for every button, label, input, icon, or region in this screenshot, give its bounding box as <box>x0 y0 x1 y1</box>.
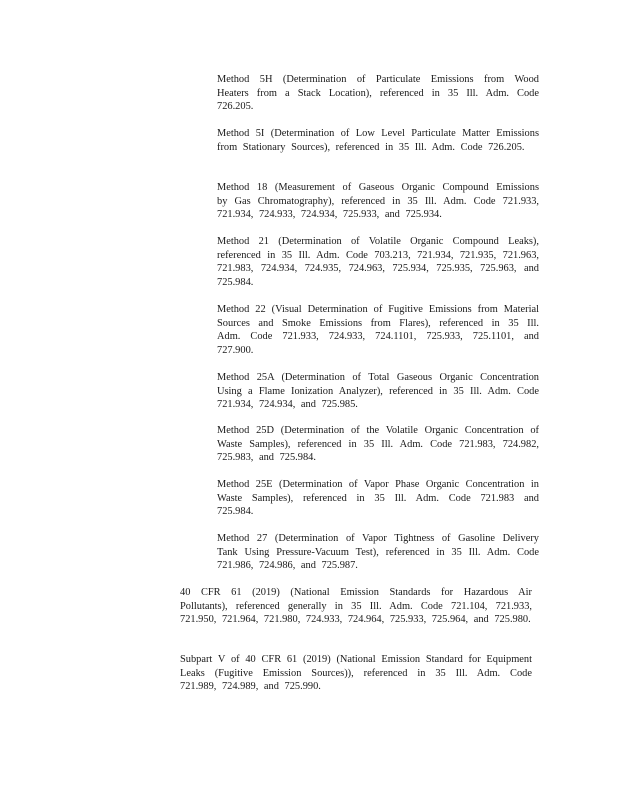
method-5i-entry: Method 5I (Determination of Low Level Particulate Matter Emissions from Stationary Sources), referenced in 35 Ill. Adm. Code 726.205. <box>217 128 539 153</box>
method-25d-entry: Method 25D (Determination of the Volatile Organic Concentration of Waste Samples), referenced in 35 Ill. Adm. Code 721.983, 724.982, 725.983, and 725.984. <box>217 425 539 464</box>
method-21-entry: Method 21 (Determination of Volatile Organic Compound Leaks), referenced in 35 Ill. Adm. Code 703.213, 721.934, 721.935, 721.963, 721.983, 724.934, 724.935, 724.963, 725.934, 725.935, 725.963, and 725.984. <box>217 236 539 288</box>
method-22-entry: Method 22 (Visual Determination of Fugitive Emissions from Material Sources and Smoke Emissions from Flares), referenced in 35 Ill. Adm. Code 721.933, 724.933, 724.1101, 725.933, 725.1101, and 727.900. <box>217 304 539 356</box>
method-25e-entry: Method 25E (Determination of Vapor Phase Organic Concentration in Waste Samples), referenced in 35 Ill. Adm. Code 721.983 and 725.984. <box>217 479 539 518</box>
method-18-entry: Method 18 (Measurement of Gaseous Organic Compound Emissions by Gas Chromatography), referenced in 35 Ill. Adm. Code 721.933, 721.934, 724.933, 724.934, 725.933, and 725.934. <box>217 182 539 221</box>
subpart-v-entry: Subpart V of 40 CFR 61 (2019) (National Emission Standard for Equipment Leaks (Fugitive Emission Sources)), referenced in 35 Ill. Adm. Code 721.989, 724.989, and 725.990. <box>180 654 532 693</box>
cfr-61-entry: 40 CFR 61 (2019) (National Emission Standards for Hazardous Air Pollutants), referenced generally in 35 Ill. Adm. Code 721.104, 721.933, 721.950, 721.964, 721.980, 724.933, 724.964, 725.933, 725.964, and 725.980. <box>180 587 532 626</box>
method-27-entry: Method 27 (Determination of Vapor Tightness of Gasoline Delivery Tank Using Pressure-Vacuum Test), referenced in 35 Ill. Adm. Code 721.986, 724.986, and 725.987. <box>217 533 539 572</box>
method-25a-entry: Method 25A (Determination of Total Gaseous Organic Concentration Using a Flame Ionization Analyzer), referenced in 35 Ill. Adm. Code 721.934, 724.934, and 725.985. <box>217 372 539 411</box>
method-5h-entry: Method 5H (Determination of Particulate Emissions from Wood Heaters from a Stack Location), referenced in 35 Ill. Adm. Code 726.205. <box>217 74 539 113</box>
